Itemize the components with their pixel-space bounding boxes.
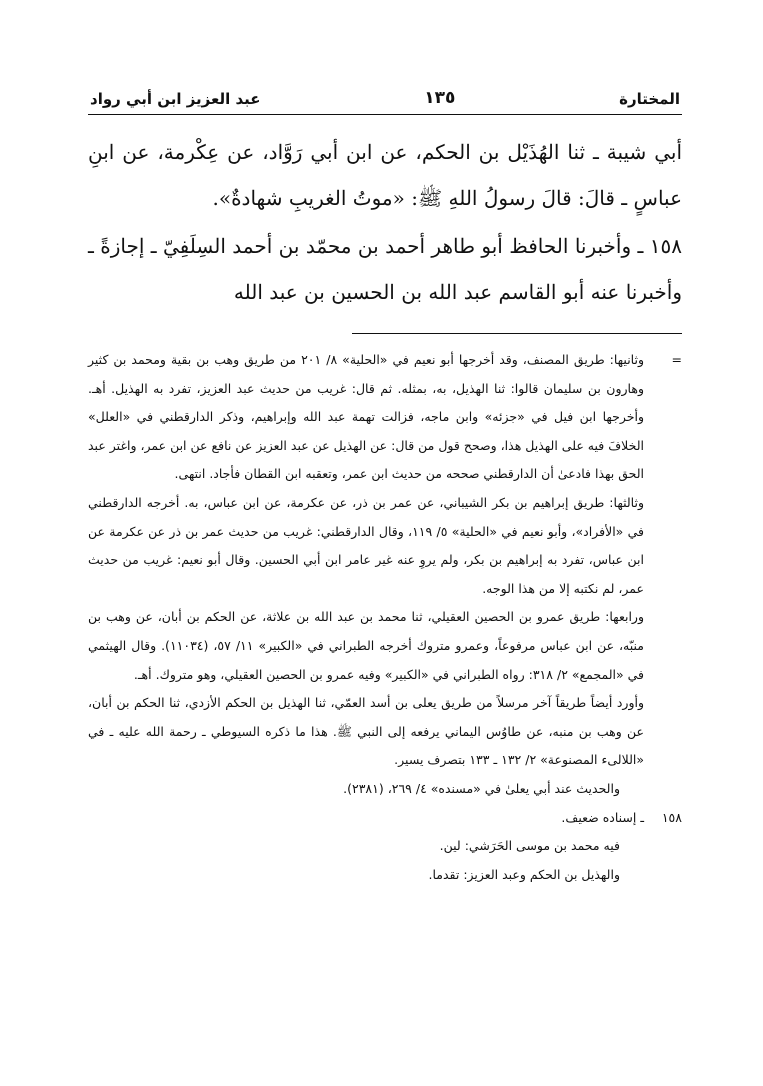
footnote-paragraph: وثانيها: طريق المصنف، وقد أخرجها أبو نعيم في «الحلية» ٨/ ٢٠١ من طريق وهب بن بقية ومحمد بن كثير وهارون بن سليمان قالوا: ثنا الهذيل، به، بمثله. ثم قال: غريب من حديث عبد العزيز، تفرد به الهذيل. أهـ. وأخرجها ابن فيل في «جزئه» وابن ماجه، فزالت تهمة عبد الله وإبراهيم، وذكر الدارقطني في «العلل» الخلافَ فيه على الهذيل هذا، وصحح قول من قال: عن الهذيل عن عبد العزيز عن نافع عن ابن عمر، واغتر عبد الحق بهذا فادعىٰ أن الدارقطني صححه من حديث ابن عمر، وتعقبه ابن القطان فأجاد. انتهى. (88, 352, 644, 482)
footnote-paragraph: وأورد أيضاً طريقاً آخر مرسلاً من طريق يعلى بن أسد العمّي، ثنا الهذيل بن الحكم الأزدي، ثنا الحكم بن أبان، عن وهب بن منبه، عن طاوُس اليماني يرفعه إلى النبي ﷺ. هذا ما ذكره السيوطي ـ رحمة الله عليه ـ في «اللالىء المصنوعة» ٢/ ١٣٢ ـ ١٣٣ بتصرف يسير. (88, 695, 644, 768)
footnote-paragraph: والحديث عند أبي يعلىٰ في «مسنده» ٤/ ٢٦٩، (٢٣٨١). (343, 780, 620, 796)
main-paragraph-158: ١٥٨ ـ وأخبرنا الحافظ أبو طاهر أحمد بن محمّد بن أحمد السِلَفِيّ ـ إجازةً ـ وأخبرنا عنه أبو القاسم عبد الله بن الحسين بن عبد الله (88, 234, 682, 304)
footnote-continued (88, 346, 682, 804)
footnote-paragraph: ورابعها: طريق عمرو بن الحصين العقيلي، ثنا محمد بن عبد الله بن علاثة، عن الحكم بن أبان، عن وهب بن منبّه، عن ابن عباس مرفوعاً، وعمرو متروك أخرجه الطبراني في «الكبير» ١١/ ٥٧، (١١٠٣٤). وقال الهيثمي في «المجمع» ٢/ ٣١٨: رواه الطبراني في «الكبير» وفيه عمرو بن الحصين العقيلي، وهو متروك. أهـ. (88, 609, 644, 682)
page (88, 82, 682, 889)
footnote-separator (352, 333, 682, 334)
footnote-paragraph: وثالثها: طريق إبراهيم بن بكر الشيباني، عن عمر بن ذر، عن عكرمة، عن ابن عباس، به. أخرجه الدارقطني في «الأفراد»، وأبو نعيم في «الحلية» ٥/ ١١٩، وقال الدارقطني: غريب من حديث عمر بن ذر عن عكرمة عن ابن عباس، تفرد به إبراهيم بن بكر، ولم يروِ عنه غير عامر ابن أبي الحسين. وقال أبو نعيم: غريب من حديث عمر، لم نكتبه إلا من هذا الوجه. (88, 494, 644, 596)
running-header (88, 82, 682, 115)
footnote-continuation-marker: = (671, 352, 682, 367)
main-text (88, 129, 682, 315)
footnotes (88, 346, 682, 889)
footnote-paragraph: ـ إسناده ضعيف. (561, 809, 644, 825)
footnote-158 (88, 804, 682, 890)
footnote-number: ١٥٨ (661, 809, 682, 825)
header-book-title: المختارة (619, 90, 680, 108)
header-chapter-title: عبد العزيز ابن أبي رواد (90, 90, 261, 108)
page-number: ١٣٥ (424, 88, 456, 108)
main-paragraph-hadith: أبي شيبة ـ ثنا الهُذَيْل بن الحكم، عن ابن أبي رَوَّاد، عن عِكْرمة، عن ابنِ عباسٍ ـ قالَ: قالَ رسولُ اللهِ ﷺ: «موتُ الغريبِ شهادةٌ». (88, 140, 682, 210)
footnote-paragraph: والهذيل بن الحكم وعبد العزيز: تقدما. (428, 866, 620, 882)
footnote-paragraph: فيه محمد بن موسى الحَرَشي: لين. (439, 838, 620, 854)
